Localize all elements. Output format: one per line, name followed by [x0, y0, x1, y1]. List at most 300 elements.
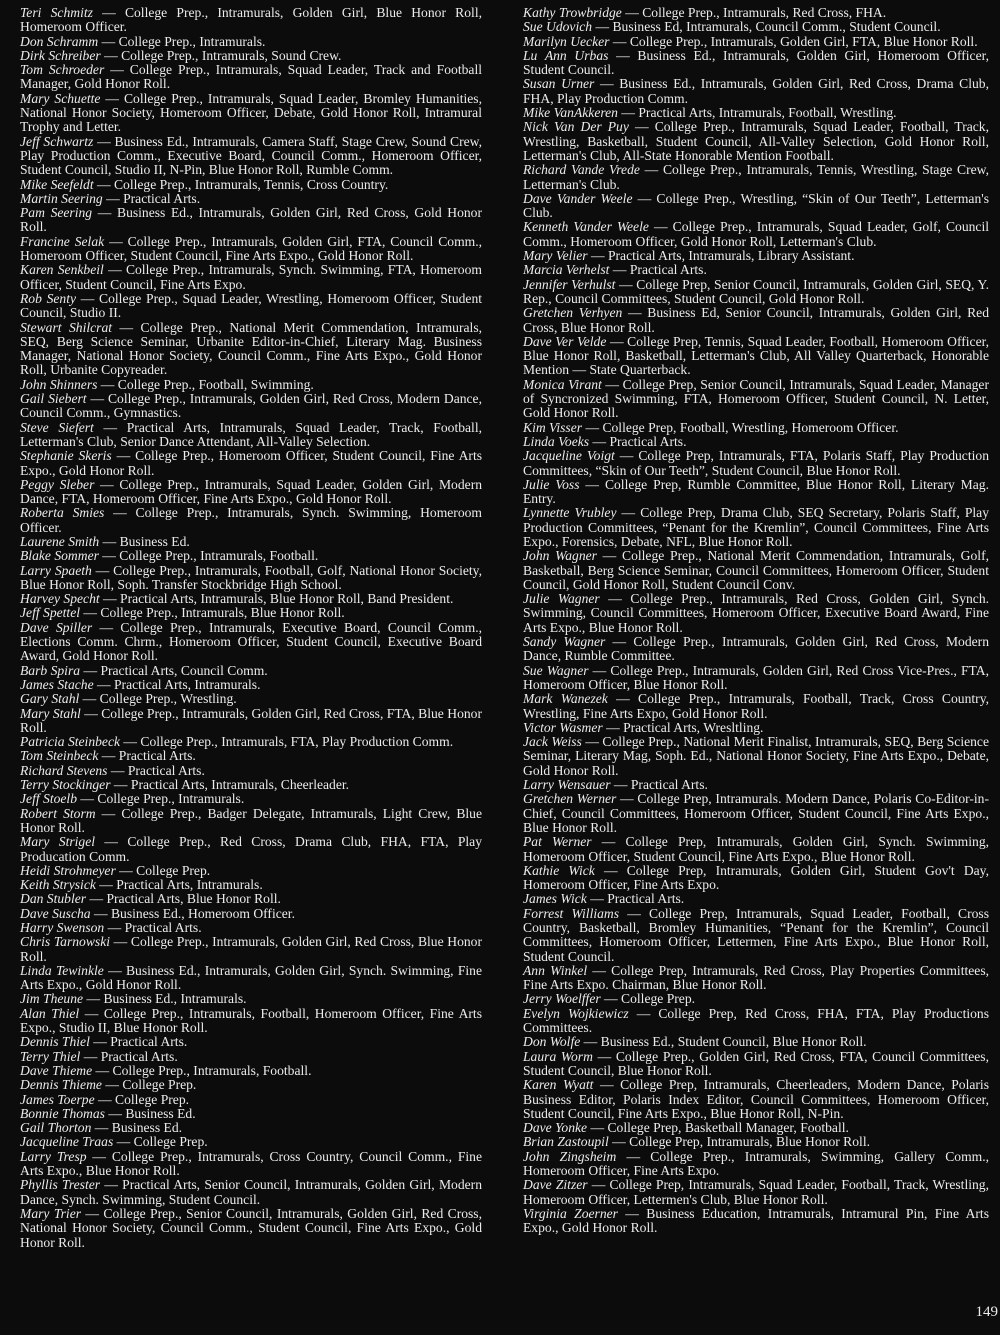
- student-name: Richard Vande Vrede: [523, 162, 640, 178]
- separator: —: [110, 934, 131, 950]
- student-activities: Business Ed., Intramurals, Golden Girl, Red Cross, Gold Honor Roll.: [20, 205, 482, 235]
- senior-entry: [523, 20, 989, 34]
- student-activities: College Prep, Intramurals, Cheerleaders, Modern Dance, Polaris Business Editor, Polaris Index Editor, Council Committees, Homeroom Officer, Student Council, Fine Arts Expo., Blue Honor Roll, N-Pin.: [523, 1077, 990, 1121]
- student-name: Peggy Sleber: [20, 476, 95, 492]
- student-name: Larry Tresp: [20, 1148, 87, 1164]
- student-activities: College Prep., Intramurals, Tennis, Wrestling, Stage Crew, Letterman's Club.: [523, 162, 989, 192]
- senior-entry: [20, 707, 482, 736]
- separator: —: [86, 391, 108, 407]
- student-name: Mary Stahl: [20, 705, 81, 721]
- student-name: Jacqueline Traas: [20, 1134, 114, 1150]
- student-name: John Zingsheim: [523, 1148, 617, 1164]
- student-name: Jennifer Verhulst: [523, 276, 616, 292]
- student-name: Mike Seefeldt: [20, 176, 94, 192]
- senior-entry: [523, 864, 989, 893]
- student-name: Rob Senty: [20, 290, 77, 306]
- separator: —: [621, 5, 643, 20]
- senior-entry: [20, 292, 482, 321]
- student-activities: College Prep., Intramurals, Executive Board, Council Comm., Elections Comm. Chrm., Homeroom Officer, Student Council, Executive Board Award, Gold Honor Roll.: [20, 619, 482, 664]
- separator: —: [89, 1034, 111, 1050]
- senior-entry: [523, 220, 989, 249]
- senior-entry: [523, 335, 989, 378]
- senior-entry: [20, 1007, 482, 1036]
- separator: —: [80, 1048, 101, 1064]
- separator: —: [86, 891, 107, 907]
- student-activities: College Prep.: [122, 1077, 197, 1093]
- student-name: Sue Udovich: [523, 19, 593, 35]
- senior-entry: [523, 278, 989, 307]
- student-name: Richard Stevens: [20, 762, 108, 778]
- senior-entry: [523, 992, 989, 1006]
- separator: —: [639, 162, 663, 178]
- student-activities: College Prep., Intramurals, Blue Honor Roll.: [100, 605, 345, 621]
- senior-entry: [20, 592, 482, 606]
- student-name: Jerry Woelffer: [523, 991, 601, 1007]
- student-name: James Wick: [523, 891, 587, 907]
- separator: —: [92, 205, 117, 221]
- separator: —: [104, 505, 136, 521]
- separator: —: [111, 448, 136, 464]
- separator: —: [98, 748, 119, 764]
- student-activities: College Prep., National Merit Finalist, Intramurals, SEQ, Berg Science Seminar, Literary Mag, Soph. Ed., National Honor Society, Fine Arts Expo., Debate, Gold Honor Roll.: [523, 734, 990, 778]
- separator: —: [80, 605, 101, 621]
- student-activities: Business Ed.: [125, 1105, 196, 1121]
- student-activities: College Prep., Wrestling, “Skin of Our Teeth”, Letterman's Club.: [523, 190, 990, 221]
- separator: —: [107, 762, 128, 778]
- senior-entry: [20, 1093, 482, 1107]
- student-name: Julie Voss: [523, 476, 580, 492]
- student-activities: College Prep., Intramurals, Golden Girl, Red Cross Vice-Pres., FTA, Homeroom Officer, Blue Honor Roll.: [523, 662, 989, 692]
- student-name: Chris Tarnowski: [20, 934, 111, 950]
- student-name: Tom Schroeder: [20, 62, 105, 78]
- senior-entry: [20, 664, 482, 678]
- student-activities: Practical Arts.: [127, 762, 205, 778]
- senior-entry: [523, 549, 989, 592]
- student-activities: Business Ed., Intramurals, Golden Girl, Red Cross, Drama Club, FHA, Play Production Comm.: [523, 76, 990, 106]
- student-activities: College Prep., Intramurals, Squad Leader, Track and Football Manager, Gold Honor Roll.: [20, 62, 482, 92]
- separator: —: [104, 62, 130, 78]
- separator: —: [91, 1120, 112, 1136]
- separator: —: [628, 119, 655, 135]
- separator: —: [81, 1205, 104, 1221]
- separator: —: [594, 76, 620, 92]
- student-name: Marcia Verhelst: [523, 262, 610, 278]
- student-name: Mike VanAkkeren: [523, 105, 618, 121]
- senior-entry: [523, 478, 989, 507]
- senior-entry: [20, 692, 482, 706]
- student-name: Jim Theune: [20, 991, 84, 1007]
- separator: —: [100, 1177, 123, 1193]
- senior-entry: [523, 1007, 989, 1036]
- separator: —: [93, 133, 115, 149]
- student-name: Bonnie Thomas: [20, 1105, 105, 1121]
- separator: —: [608, 47, 638, 63]
- separator: —: [83, 991, 104, 1007]
- separator: —: [594, 862, 627, 878]
- separator: —: [86, 1148, 112, 1164]
- senior-entry: [523, 263, 989, 277]
- student-name: Jeff Schwartz: [20, 133, 94, 149]
- student-name: Gretchen Verhyen: [523, 305, 623, 321]
- senior-entry: [523, 1207, 989, 1236]
- separator: —: [104, 1105, 126, 1121]
- student-activities: College Prep., Golden Girl, Red Cross, FTA, Council Committees, Student Council, Blue Honor Roll.: [523, 1048, 989, 1078]
- senior-entry: [20, 549, 482, 563]
- student-activities: College Prep., Intramurals, Golden Girl, Red Cross, Modern Dance, Council Comm., Gymnastics.: [20, 391, 482, 421]
- student-name: Harvey Specht: [20, 591, 100, 607]
- student-name: Gail Siebert: [20, 391, 87, 407]
- senior-entry: [20, 35, 482, 49]
- senior-entry: [20, 964, 482, 993]
- student-name: Mark Wanezek: [523, 691, 608, 707]
- student-activities: College Prep., Badger Delegate, Intramurals, Light Crew, Blue Honor Roll.: [20, 805, 482, 835]
- senior-entry: [20, 935, 482, 964]
- separator: —: [92, 619, 121, 635]
- student-activities: College Prep., Intramurals, Football.: [112, 1062, 312, 1078]
- separator: —: [592, 19, 613, 35]
- separator: —: [617, 105, 639, 121]
- student-activities: College Prep, Intramurals, Red Cross, Play Properties Committees, Fine Arts Expo. Chairman, Blue Honor Roll.: [523, 962, 990, 993]
- senior-entry: [20, 678, 482, 692]
- student-activities: College Prep.: [136, 862, 211, 878]
- student-activities: College Prep, Rumble Committee, Blue Honor Roll, Literary Mag. Entry.: [523, 476, 990, 507]
- student-name: Karen Senkbeil: [20, 262, 104, 278]
- student-name: Heidi Strohmeyer: [20, 862, 116, 878]
- senior-entry: [20, 263, 482, 292]
- student-name: Brian Zastoupil: [523, 1134, 609, 1150]
- student-name: Ann Winkel: [523, 962, 588, 978]
- student-activities: College Prep, Intramurals. Modern Dance, Polaris Co-Editor-in-Chief, Council Committees, Homeroom Officer, Student Council, Fine Arts Expo., Blue Honor Roll.: [523, 791, 990, 835]
- separator: —: [605, 634, 634, 650]
- senior-entry: [20, 378, 482, 392]
- separator: —: [97, 376, 118, 392]
- student-name: James Toerpe: [20, 1091, 95, 1107]
- student-activities: College Prep., Intramurals, Red Cross, Golden Girl, Synch. Swimming, Council Committees, Homeroom Officer, Executive Board Award, Fine Arts Expo., Blue Honor Roll.: [523, 591, 990, 635]
- student-name: Tom Steinbeck: [20, 748, 99, 764]
- senior-entry: [523, 35, 989, 49]
- separator: —: [587, 962, 612, 978]
- senior-entry: [20, 907, 482, 921]
- separator: —: [90, 905, 111, 921]
- senior-entry: [20, 1064, 482, 1078]
- senior-entry: [523, 664, 989, 693]
- student-name: Laura Worm: [523, 1048, 593, 1064]
- student-activities: College Prep., Intramurals, Football.: [119, 548, 319, 564]
- separator: —: [591, 834, 626, 850]
- student-activities: College Prep., Intramurals, Swimming, Gallery Comm., Homeroom Officer, Fine Arts Expo.: [523, 1148, 990, 1179]
- senior-entry: [20, 1107, 482, 1121]
- student-name: Sandy Wagner: [523, 634, 606, 650]
- student-activities: College Prep, Senior Council, Intramurals, Squad Leader, Manager of Syncronized Swimming, FTA, Homeroom Officer, Student Council, N. Letter, Gold Honor Roll.: [523, 376, 989, 421]
- separator: —: [100, 90, 124, 106]
- separator: —: [101, 1077, 123, 1093]
- student-activities: College Prep., Intramurals, Golden Girl, FTA, Council Comm., Homeroom Officer, Student Council, Fine Arts Expo., Gold Honor Roll.: [20, 233, 483, 264]
- separator: —: [599, 591, 631, 607]
- separator: —: [586, 891, 608, 907]
- separator: —: [115, 862, 137, 878]
- senior-entry: [20, 764, 482, 778]
- student-activities: College Prep., Intramurals, Red Cross, FHA.: [642, 5, 887, 20]
- student-name: Lu Ann Urbas: [523, 47, 609, 63]
- student-name: Pam Seering: [20, 205, 93, 221]
- student-activities: College Prep., Intramurals, Squad Leader, Football, Track, Wrestling, Basketball, Student Council, All-Valley Selection, Gold Honor Roll, Letterman's Club, All-State Honorable Mention Football.: [523, 119, 989, 163]
- student-name: Kathy Trowbridge: [523, 5, 622, 20]
- student-name: John Wagner: [523, 548, 597, 564]
- student-activities: Practical Arts, Intramurals, Squad Leader, Track, Football, Letterman's Club, Senior Dance Attendant, All-Valley Selection.: [20, 419, 483, 449]
- separator: —: [616, 1148, 651, 1164]
- student-activities: College Prep.: [133, 1134, 208, 1150]
- student-name: Dennis Thieme: [20, 1077, 102, 1093]
- student-activities: Business Ed., Intramurals, Golden Girl, Homeroom Officer, Student Council.: [523, 47, 989, 78]
- separator: —: [98, 33, 119, 49]
- student-activities: Business Ed., Intramurals, Golden Girl, Synch. Swimming, Fine Arts Expo., Gold Honor Roll.: [20, 962, 482, 993]
- student-name: Sue Wagner: [523, 662, 589, 678]
- student-activities: College Prep, Senior Council, Intramurals, Golden Girl, SEQ, Y. Rep., Council Committees, Student Council, Gold Honor Roll.: [523, 276, 989, 306]
- senior-entry: [20, 1121, 482, 1135]
- student-name: Barb Spira: [20, 662, 81, 678]
- student-activities: Business Ed.: [111, 1120, 183, 1136]
- student-activities: College Prep., Intramurals, Synch. Swimming, Homeroom Officer.: [20, 505, 483, 535]
- senior-entry: [20, 1135, 482, 1149]
- student-name: Gary Stahl: [20, 691, 80, 707]
- student-name: Dave Thieme: [20, 1062, 93, 1078]
- student-activities: Practical Arts, Senior Council, Intramurals, Golden Girl, Modern Dance, Synch. Swimming, Student Council.: [20, 1177, 482, 1207]
- student-activities: College Prep, Intramurals, Golden Girl, Student Gov't Day, Homeroom Officer, Fine Arts Expo.: [523, 862, 989, 893]
- student-activities: Business Ed., Student Council, Blue Honor Roll.: [600, 1034, 867, 1050]
- student-name: Dave Suscha: [20, 905, 91, 921]
- student-name: Teri Schmitz: [20, 5, 93, 20]
- student-name: Lynnette Vrubley: [523, 505, 617, 521]
- student-name: Kathie Wick: [523, 862, 595, 878]
- senior-entry: [20, 621, 482, 664]
- student-name: Robert Storm: [20, 805, 96, 821]
- student-name: Dave Ver Velde: [523, 333, 607, 349]
- senior-entry: [523, 835, 989, 864]
- student-name: Julie Wagner: [523, 591, 600, 607]
- student-activities: College Prep., Intramurals, Golden Girl, FTA, Blue Honor Roll.: [629, 33, 978, 49]
- separator: —: [102, 190, 124, 206]
- senior-entry: [20, 892, 482, 906]
- student-activities: Practical Arts, Wresltling.: [623, 719, 764, 735]
- student-activities: College Prep, Intramurals, Squad Leader, Football, Cross Country, Basketball, Bromley Humanities, “Penant for the Kremlin”, Council Committees, Homeroom Officer, Lettermen, Fine Arts Expo., Blue Honor Roll, Student Council.: [523, 905, 990, 964]
- separator: —: [596, 548, 623, 564]
- student-name: Linda Tewinkle: [20, 962, 104, 978]
- separator: —: [104, 233, 128, 249]
- senior-entry: [20, 506, 482, 535]
- student-name: Dave Vander Weele: [523, 190, 633, 206]
- separator: —: [616, 505, 641, 521]
- left-column: [20, 6, 482, 1250]
- separator: —: [581, 734, 603, 750]
- senior-entry: [523, 435, 989, 449]
- student-activities: College Prep., Wrestling.: [99, 691, 237, 707]
- student-name: Nick Van Der Puy: [523, 119, 629, 135]
- senior-entry: [523, 721, 989, 735]
- senior-entry: [20, 178, 482, 192]
- student-name: Virginia Zoerner: [523, 1205, 618, 1221]
- student-name: Pat Werner: [523, 834, 592, 850]
- student-activities: College Prep.: [621, 991, 696, 1007]
- student-activities: College Prep., National Merit Commendation, Intramurals, SEQ, Berg Science Seminar, Urbanite Editor-in-Chief, Literary Mag. Business Manager, National Honor Society, Council Comm., Fine Arts Expo., Gold Honor Roll, Urbanite Copyreader.: [20, 319, 483, 378]
- student-activities: Practical Arts.: [609, 433, 687, 449]
- student-activities: Business Ed., Intramurals, Camera Staff, Stage Crew, Sound Crew, Play Production Comm., Executive Board, Council Comm., Homeroom Officer, Student Council, Studio II, N-Pin, Blue Honor Roll, Rumble Comm.: [20, 133, 482, 178]
- separator: —: [94, 476, 120, 492]
- separator: —: [617, 1205, 647, 1221]
- senior-entry: [523, 892, 989, 906]
- senior-entry: [523, 120, 989, 163]
- student-name: Terry Stockinger: [20, 777, 111, 793]
- student-activities: College Prep., Homeroom Officer, Student Council, Fine Arts Expo., Gold Honor Roll.: [20, 448, 483, 478]
- student-activities: College Prep., Intramurals.: [97, 791, 245, 807]
- separator: —: [120, 734, 141, 750]
- senior-entry: [523, 1035, 989, 1049]
- student-activities: Practical Arts.: [100, 1048, 178, 1064]
- student-name: Dave Zitzer: [523, 1177, 588, 1193]
- student-activities: Business Ed, Senior Council, Intramurals, Golden Girl, Red Cross, Blue Honor Roll.: [523, 305, 990, 335]
- student-activities: College Prep., Intramurals, Cross Country, Council Comm., Fine Arts Expo., Blue Honor Roll.: [20, 1148, 482, 1179]
- senior-entry: [20, 92, 482, 135]
- student-name: Jeff Spettel: [20, 605, 81, 621]
- senior-entry: [523, 964, 989, 993]
- student-name: Evelyn Wojkiewicz: [523, 1005, 629, 1021]
- senior-entry: [20, 835, 482, 864]
- separator: —: [92, 5, 125, 20]
- senior-entry: [20, 606, 482, 620]
- student-name: Dave Yonke: [523, 1120, 588, 1136]
- separator: —: [622, 305, 648, 321]
- senior-entry: [523, 163, 989, 192]
- separator: —: [110, 777, 131, 793]
- student-name: Larry Wensauer: [523, 777, 611, 793]
- student-activities: College Prep, Red Cross, FHA, FTA, Play Productions Committees.: [523, 1005, 990, 1036]
- senior-entry: [20, 1035, 482, 1049]
- student-activities: College Prep, Intramurals, Squad Leader, Football, Track, Wrestling, Homeroom Officer, Lettermen's Club, Blue Honor Roll.: [523, 1177, 989, 1207]
- student-name: Mary Strigel: [20, 834, 96, 850]
- separator: —: [632, 190, 657, 206]
- separator: —: [103, 262, 126, 278]
- senior-entry: [523, 735, 989, 778]
- student-name: Kenneth Vander Weele: [523, 219, 649, 235]
- student-name: Steve Siefert: [20, 419, 94, 435]
- student-activities: Practical Arts, Intramurals.: [116, 877, 263, 893]
- student-activities: College Prep., Intramurals, Squad Leader, Golden Girl, Modern Dance, FTA, Homeroom Officer, Fine Arts Expo., Gold Honor Roll.: [20, 476, 483, 507]
- senior-entry: [523, 421, 989, 435]
- senior-entry: [20, 478, 482, 507]
- student-activities: College Prep., Red Cross, Drama Club, FHA, FTA, Play Producation Comm.: [20, 834, 482, 864]
- separator: —: [601, 376, 623, 392]
- student-activities: College Prep., Football, Swimming.: [117, 376, 314, 392]
- student-name: Mary Velier: [523, 248, 588, 264]
- student-activities: Business Ed, Intramurals, Council Comm., Student Council.: [612, 19, 941, 35]
- senior-entry: [20, 878, 482, 892]
- senior-entry: [20, 921, 482, 935]
- senior-entry: [20, 749, 482, 763]
- separator: —: [92, 1062, 113, 1078]
- student-name: Monica Virant: [523, 376, 602, 392]
- separator: —: [588, 662, 611, 678]
- senior-entry: [20, 449, 482, 478]
- senior-entry: [20, 135, 482, 178]
- senior-entry: [20, 992, 482, 1006]
- separator: —: [587, 1120, 608, 1136]
- senior-entry: [20, 535, 482, 549]
- senior-entry: [20, 192, 482, 206]
- senior-entry: [20, 6, 482, 35]
- student-name: Larry Spaeth: [20, 562, 92, 578]
- student-name: Martin Seering: [20, 190, 103, 206]
- senior-entry: [523, 1121, 989, 1135]
- senior-entry: [523, 692, 989, 721]
- student-activities: College Prep., Intramurals.: [118, 33, 266, 49]
- student-name: Marilyn Uecker: [523, 33, 610, 49]
- senior-entry: [523, 6, 989, 20]
- student-name: Susan Urner: [523, 76, 595, 92]
- separator: —: [614, 448, 639, 464]
- student-name: Karen Wyatt: [523, 1077, 594, 1093]
- senior-entry: [20, 792, 482, 806]
- right-column: [523, 6, 989, 1236]
- senior-entry: [523, 1178, 989, 1207]
- separator: —: [616, 791, 638, 807]
- student-activities: College Prep, Basketball Manager, Football.: [607, 1120, 849, 1136]
- separator: —: [593, 1077, 621, 1093]
- student-name: Kim Visser: [523, 419, 583, 435]
- student-activities: Practical Arts, Blue Honor Roll.: [106, 891, 281, 907]
- student-name: Francine Selak: [20, 233, 105, 249]
- student-activities: Practical Arts.: [630, 777, 708, 793]
- senior-entry: [523, 506, 989, 549]
- student-activities: College Prep., Intramurals, Golden Girl, Red Cross, FTA, Blue Honor Roll.: [20, 705, 482, 735]
- student-activities: College Prep., Intramurals, Football, Track, Cross Country, Wrestling, Fine Arts Expo, Gold Honor Roll.: [523, 691, 990, 721]
- student-activities: College Prep., Intramurals, Football, Homeroom Officer, Fine Arts Expo., Studio II, Blue Honor Roll.: [20, 1005, 483, 1036]
- student-activities: Practical Arts.: [110, 1034, 188, 1050]
- senior-entry: [20, 1050, 482, 1064]
- student-name: Harry Swenson: [20, 920, 105, 935]
- student-activities: Practical Arts.: [124, 920, 202, 935]
- senior-entry: [20, 321, 482, 378]
- student-name: Stewart Shilcrat: [20, 319, 113, 335]
- student-name: Dave Spiller: [20, 619, 93, 635]
- senior-entry: [20, 206, 482, 235]
- senior-entry: [20, 63, 482, 92]
- separator: —: [91, 562, 114, 578]
- senior-entry: [20, 1150, 482, 1179]
- separator: —: [94, 1091, 116, 1107]
- separator: —: [615, 276, 637, 292]
- senior-entry: [20, 1078, 482, 1092]
- student-name: Gail Thorton: [20, 1120, 92, 1136]
- separator: —: [628, 1005, 659, 1021]
- senior-entry: [523, 106, 989, 120]
- senior-entry: [20, 235, 482, 264]
- separator: —: [79, 691, 100, 707]
- student-name: Mary Schuette: [20, 90, 101, 106]
- separator: —: [93, 676, 114, 692]
- student-activities: College Prep., Intramurals, Squad Leader, Bromley Humanities, National Honor Society, Homeroom Officer, Debate, Gold Honor Roll, Intramural Trophy and Letter.: [20, 90, 482, 135]
- student-activities: College Prep., Intramurals, Golden Girl, Red Cross, Blue Honor Roll.: [20, 934, 483, 964]
- student-activities: College Prep., Intramurals, Tennis, Cross Country.: [113, 176, 389, 192]
- senior-entry: [20, 49, 482, 63]
- senior-entry: [523, 1050, 989, 1079]
- separator: —: [607, 691, 639, 707]
- separator: —: [99, 591, 121, 607]
- student-activities: Business Ed.: [119, 533, 190, 549]
- student-name: James Stache: [20, 676, 94, 692]
- separator: —: [93, 176, 114, 192]
- student-name: Dennis Thiel: [20, 1034, 90, 1050]
- student-name: Linda Voeks: [523, 433, 590, 449]
- separator: —: [606, 333, 628, 349]
